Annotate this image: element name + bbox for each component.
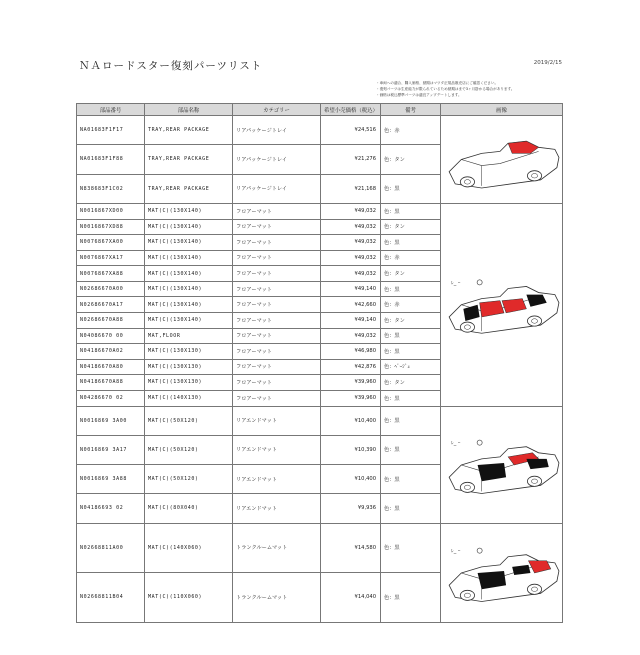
- cell-note: 色：黒: [381, 235, 441, 251]
- cell-category: フロアーマット: [233, 219, 321, 235]
- cell-price: ¥49,140: [321, 281, 381, 297]
- cell-name: MAT(C)(50X120): [145, 465, 233, 494]
- cell-note: 色：黒: [381, 174, 441, 203]
- cell-name: MAT(C)(130X140): [145, 266, 233, 282]
- cell-name: TRAY,REAR PACKAGE: [145, 145, 233, 174]
- cell-note: 色：タン: [381, 266, 441, 282]
- cell-part: N0076867XA00: [77, 235, 145, 251]
- cell-category: リアエンドマット: [233, 435, 321, 464]
- cell-price: ¥42,660: [321, 297, 381, 313]
- cell-category: トランクルームマット: [233, 573, 321, 623]
- col-header-category: カテゴリー: [233, 104, 321, 116]
- cell-name: TRAY,REAR PACKAGE: [145, 116, 233, 145]
- cell-category: フロアーマット: [233, 328, 321, 344]
- cell-part: N02686670A00: [77, 281, 145, 297]
- cell-price: ¥49,032: [321, 235, 381, 251]
- cell-price: ¥49,032: [321, 250, 381, 266]
- cell-part: N0016869 3A88: [77, 465, 145, 494]
- table-row: [77, 204, 563, 220]
- cell-name: MAT(C)(130X140): [145, 219, 233, 235]
- cell-part: N02668811A00: [77, 523, 145, 573]
- cell-note: 色：黒: [381, 344, 441, 360]
- cell-price: ¥24,516: [321, 116, 381, 145]
- cell-category: フロアーマット: [233, 297, 321, 313]
- table-row: [77, 406, 563, 435]
- cell-category: トランクルームマット: [233, 523, 321, 573]
- cell-category: フロアーマット: [233, 375, 321, 391]
- cell-note: 色：タン: [381, 145, 441, 174]
- cell-note: 色：黒: [381, 523, 441, 573]
- cell-price: ¥49,032: [321, 328, 381, 344]
- cell-price: ¥21,168: [321, 174, 381, 203]
- cell-category: リアエンドマット: [233, 494, 321, 523]
- cell-price: ¥49,140: [321, 312, 381, 328]
- cell-category: フロアーマット: [233, 204, 321, 220]
- parts-table: [76, 103, 563, 623]
- cell-name: MAT(C)(130X130): [145, 375, 233, 391]
- col-header-note: 備考: [381, 104, 441, 116]
- col-header-part-name: 部品名称: [145, 104, 233, 116]
- car-rear-end-mat-icon: [441, 407, 563, 523]
- cell-name: MAT(C)(130X140): [145, 312, 233, 328]
- cell-name: MAT(C)(50X120): [145, 435, 233, 464]
- svg-text:ﾚ_ ｰ: ﾚ_ ｰ: [451, 440, 461, 447]
- cell-name: MAT(C)(110X060): [145, 573, 233, 623]
- cell-price: ¥10,400: [321, 406, 381, 435]
- cell-category: フロアーマット: [233, 266, 321, 282]
- cell-note: 色：ﾍﾞｰｼﾞｭ: [381, 359, 441, 375]
- cell-note: 色：赤: [381, 297, 441, 313]
- cell-part: N04186670A80: [77, 359, 145, 375]
- car-floor-mat-icon: [441, 204, 563, 406]
- cell-category: フロアーマット: [233, 312, 321, 328]
- cell-note: 色：黒: [381, 406, 441, 435]
- cell-name: MAT,FLOOR: [145, 328, 233, 344]
- cell-category: リアパッケージトレイ: [233, 174, 321, 203]
- cell-part: N0076867XA17: [77, 250, 145, 266]
- cell-note: 色：タン: [381, 312, 441, 328]
- cell-part: N838683F1C02: [77, 174, 145, 203]
- cell-name: MAT(C)(130X140): [145, 235, 233, 251]
- cell-note: 色：赤: [381, 116, 441, 145]
- cell-price: ¥14,040: [321, 573, 381, 623]
- cell-note: 色：タン: [381, 219, 441, 235]
- cell-price: ¥42,876: [321, 359, 381, 375]
- cell-category: フロアーマット: [233, 250, 321, 266]
- cell-part: N04286670 02: [77, 390, 145, 406]
- cell-image: [441, 406, 563, 523]
- table-header-row: [77, 104, 563, 116]
- svg-text:ﾚ_ ｰ: ﾚ_ ｰ: [451, 548, 461, 555]
- cell-image: [441, 523, 563, 622]
- cell-part: N04186670A88: [77, 375, 145, 391]
- cell-name: MAT(C)(140X060): [145, 523, 233, 573]
- col-header-image: 画像: [441, 104, 563, 116]
- cell-name: MAT(C)(80X040): [145, 494, 233, 523]
- cell-price: ¥49,032: [321, 266, 381, 282]
- cell-name: MAT(C)(130X140): [145, 297, 233, 313]
- car-trunk-mat-icon: [441, 524, 563, 622]
- cell-category: フロアーマット: [233, 359, 321, 375]
- note-line: ・価格は税込標準パーツは適宜アップデートします。: [376, 93, 462, 98]
- cell-part: N0076867XA88: [77, 266, 145, 282]
- cell-category: フロアーマット: [233, 344, 321, 360]
- cell-note: 色：黒: [381, 465, 441, 494]
- cell-part: NA01683F1F88: [77, 145, 145, 174]
- cell-category: フロアーマット: [233, 390, 321, 406]
- cell-image: [441, 116, 563, 204]
- cell-part: NA01683F1F17: [77, 116, 145, 145]
- cell-name: MAT(C)(130X140): [145, 204, 233, 220]
- cell-price: ¥10,400: [321, 465, 381, 494]
- cell-note: 色：黒: [381, 573, 441, 623]
- cell-note: 色：黒: [381, 494, 441, 523]
- cell-note: 色：黒: [381, 281, 441, 297]
- cell-note: 色：黒: [381, 328, 441, 344]
- cell-category: リアエンドマット: [233, 465, 321, 494]
- cell-category: リアエンドマット: [233, 406, 321, 435]
- table-row: [77, 523, 563, 573]
- cell-note: 色：黒: [381, 435, 441, 464]
- cell-price: ¥39,960: [321, 375, 381, 391]
- cell-name: MAT(C)(140X130): [145, 390, 233, 406]
- cell-price: ¥21,276: [321, 145, 381, 174]
- cell-image: [441, 204, 563, 407]
- cell-part: N04086670 00: [77, 328, 145, 344]
- note-line: ・復刻パーツは生産能力が限られているため納期はまで3ヶ月掛かる場合があります。: [376, 87, 515, 92]
- col-header-price: 希望小売価格（税込）: [321, 104, 381, 116]
- cell-price: ¥49,032: [321, 219, 381, 235]
- cell-price: ¥39,960: [321, 390, 381, 406]
- cell-name: MAT(C)(130X130): [145, 359, 233, 375]
- cell-price: ¥49,032: [321, 204, 381, 220]
- cell-part: N04186693 02: [77, 494, 145, 523]
- note-line: ・車両への適合、購入価格、納期はマツダ正規品販売店にご確認ください。: [376, 81, 499, 85]
- cell-category: フロアーマット: [233, 235, 321, 251]
- cell-price: ¥14,580: [321, 523, 381, 573]
- cell-part: N02686670A17: [77, 297, 145, 313]
- cell-name: MAT(C)(130X130): [145, 344, 233, 360]
- table-row: [77, 116, 563, 145]
- svg-text:ﾚ_ ｰ: ﾚ_ ｰ: [451, 280, 461, 287]
- cell-name: MAT(C)(130X140): [145, 250, 233, 266]
- cell-price: ¥10,390: [321, 435, 381, 464]
- cell-name: MAT(C)(130X140): [145, 281, 233, 297]
- cell-note: 色：タン: [381, 375, 441, 391]
- cell-part: N0016869 3A00: [77, 406, 145, 435]
- cell-part: N04186670A02: [77, 344, 145, 360]
- page-title: ＮＡロードスター復刻パーツリスト: [79, 60, 263, 72]
- cell-note: 色：黒: [381, 390, 441, 406]
- cell-price: ¥9,936: [321, 494, 381, 523]
- cell-part: N02668811B04: [77, 573, 145, 623]
- cell-note: 色：黒: [381, 204, 441, 220]
- car-rear-package-tray-icon: [441, 116, 563, 203]
- notes-block: [376, 80, 514, 99]
- document-date: 2019/2/15: [533, 60, 562, 66]
- cell-part: N02686670A88: [77, 312, 145, 328]
- cell-name: MAT(C)(50X120): [145, 406, 233, 435]
- cell-price: ¥46,980: [321, 344, 381, 360]
- col-header-part-number: 部品番号: [77, 104, 145, 116]
- cell-category: フロアーマット: [233, 281, 321, 297]
- cell-part: N0016867XD00: [77, 204, 145, 220]
- cell-category: リアパッケージトレイ: [233, 145, 321, 174]
- cell-part: N0016867XD88: [77, 219, 145, 235]
- cell-category: リアパッケージトレイ: [233, 116, 321, 145]
- cell-name: TRAY,REAR PACKAGE: [145, 174, 233, 203]
- cell-note: 色：赤: [381, 250, 441, 266]
- cell-part: N0016869 3A17: [77, 435, 145, 464]
